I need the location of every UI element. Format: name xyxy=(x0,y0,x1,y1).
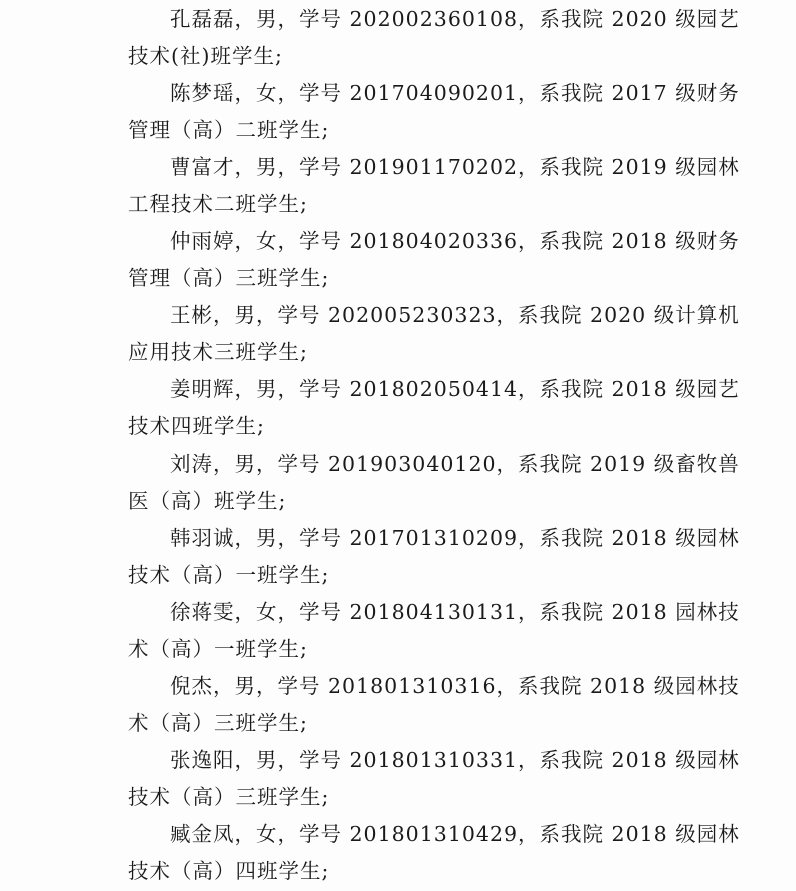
entry-line-first: 刘涛，男，学号 201903040120，系我院 2019 级畜牧兽 xyxy=(170,452,740,476)
entry-line-first: 姜明辉，男，学号 201802050414，系我院 2018 级园艺 xyxy=(170,377,740,401)
entry-line-first: 韩羽诚，男，学号 201701310209，系我院 2018 级园林 xyxy=(170,526,740,550)
entry-line-continuation: 管理（高）三班学生; xyxy=(128,266,330,290)
entry-line-first: 陈梦瑶，女，学号 201704090201，系我院 2017 级财务 xyxy=(170,81,740,105)
entry-line-continuation: 应用技术三班学生; xyxy=(128,340,308,364)
entry-line-first: 孔磊磊，男，学号 202002360108，系我院 2020 级园艺 xyxy=(170,7,740,31)
entry-line-continuation: 技术（高）四班学生; xyxy=(128,859,330,883)
entry-line-continuation: 技术四班学生; xyxy=(128,414,265,438)
entry-line-first: 仲雨婷，女，学号 201804020336，系我院 2018 级财务 xyxy=(170,229,740,253)
entry-line-continuation: 术（高）三班学生; xyxy=(128,711,308,735)
entry-line-first: 王彬，男，学号 202005230323，系我院 2020 级计算机 xyxy=(170,303,740,327)
entry-line-continuation: 医（高）班学生; xyxy=(128,489,287,513)
entry-line-continuation: 工程技术二班学生; xyxy=(128,192,308,216)
entry-line-first: 倪杰，男，学号 201801310316，系我院 2018 级园林技 xyxy=(170,674,740,698)
entry-line-continuation: 术（高）一班学生; xyxy=(128,637,308,661)
entry-line-continuation: 技术（高）三班学生; xyxy=(128,785,330,809)
entry-line-first: 曹富才，男，学号 201901170202，系我院 2019 级园林 xyxy=(170,155,740,179)
entry-line-continuation: 技术（高）一班学生; xyxy=(128,563,330,587)
entry-line-continuation: 管理（高）二班学生; xyxy=(128,118,330,142)
entry-line-first: 张逸阳，男，学号 201801310331，系我院 2018 级园林 xyxy=(170,748,740,772)
entry-line-first: 臧金凤，女，学号 201801310429，系我院 2018 级园林 xyxy=(170,822,740,846)
entry-line-continuation: 技术(社)班学生; xyxy=(128,44,283,68)
entry-line-first: 徐蒋雯，女，学号 201804130131，系我院 2018 园林技 xyxy=(170,600,740,624)
